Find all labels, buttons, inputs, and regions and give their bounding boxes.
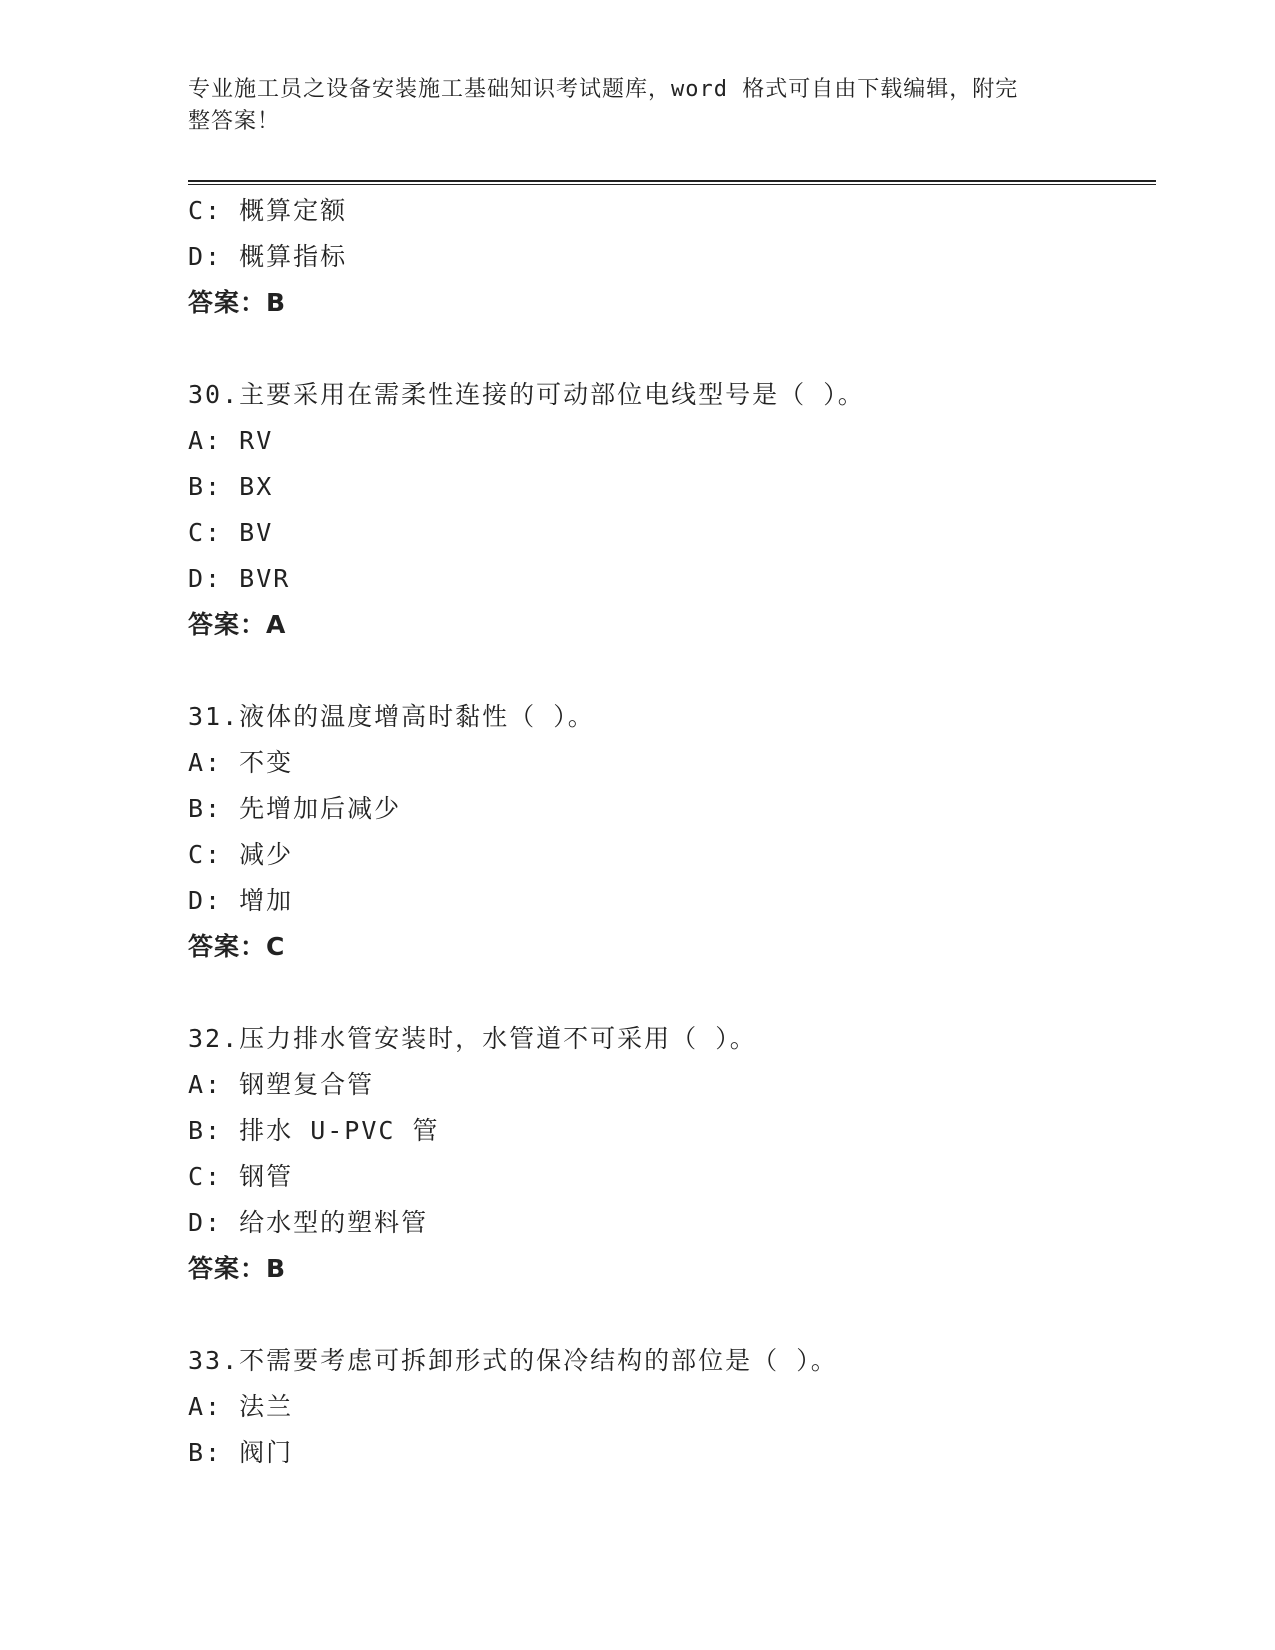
- spacer: [188, 648, 1148, 694]
- option-a: A: RV: [188, 426, 274, 455]
- question-list: [188, 188, 1148, 1476]
- option-a: A: 法兰: [188, 1392, 294, 1421]
- header-rule-thin: [188, 184, 1156, 185]
- spacer: [188, 1292, 1148, 1338]
- answer-line: 答案：C: [188, 932, 286, 961]
- option-b: B: 阀门: [188, 1438, 294, 1467]
- question-text: 30.主要采用在需柔性连接的可动部位电线型号是（ ）。: [188, 380, 865, 409]
- question-text: 33.不需要考虑可拆卸形式的保冷结构的部位是（ ）。: [188, 1346, 838, 1375]
- spacer: [188, 970, 1148, 1016]
- header-line-2: 整答案！: [188, 109, 281, 134]
- option-b: B: BX: [188, 472, 274, 501]
- question-33: [188, 1338, 1148, 1476]
- option-c: C: BV: [188, 518, 274, 547]
- question-text: 31.液体的温度增高时黏性（ ）。: [188, 702, 595, 731]
- option-a: A: 不变: [188, 748, 294, 777]
- option-a: A: 钢塑复合管: [188, 1070, 375, 1099]
- option-d: D: 给水型的塑料管: [188, 1208, 429, 1237]
- option-b: B: 排水 U-PVC 管: [188, 1116, 440, 1145]
- option-c: C: 减少: [188, 840, 294, 869]
- option-b: B: 先增加后减少: [188, 794, 402, 823]
- question-32: [188, 1016, 1148, 1292]
- header-rule-thick: [188, 180, 1156, 182]
- question-text: 32.压力排水管安装时，水管道不可采用（ ）。: [188, 1024, 757, 1053]
- question-31: [188, 694, 1148, 970]
- answer-line: 答案：B: [188, 288, 287, 317]
- answer-line: 答案：A: [188, 610, 287, 639]
- option-d: D: BVR: [188, 564, 291, 593]
- question-30: [188, 372, 1148, 648]
- prev-question-block: [188, 188, 1148, 326]
- header-line-1: 专业施工员之设备安装施工基础知识考试题库，word 格式可自由下载编辑，附完: [188, 77, 1019, 102]
- option-c: C: 钢管: [188, 1162, 294, 1191]
- option-c: C: 概算定额: [188, 196, 348, 225]
- spacer: [188, 326, 1148, 372]
- answer-line: 答案：B: [188, 1254, 287, 1283]
- option-d: D: 增加: [188, 886, 294, 915]
- option-d: D: 概算指标: [188, 242, 348, 271]
- document-header: [188, 74, 1068, 138]
